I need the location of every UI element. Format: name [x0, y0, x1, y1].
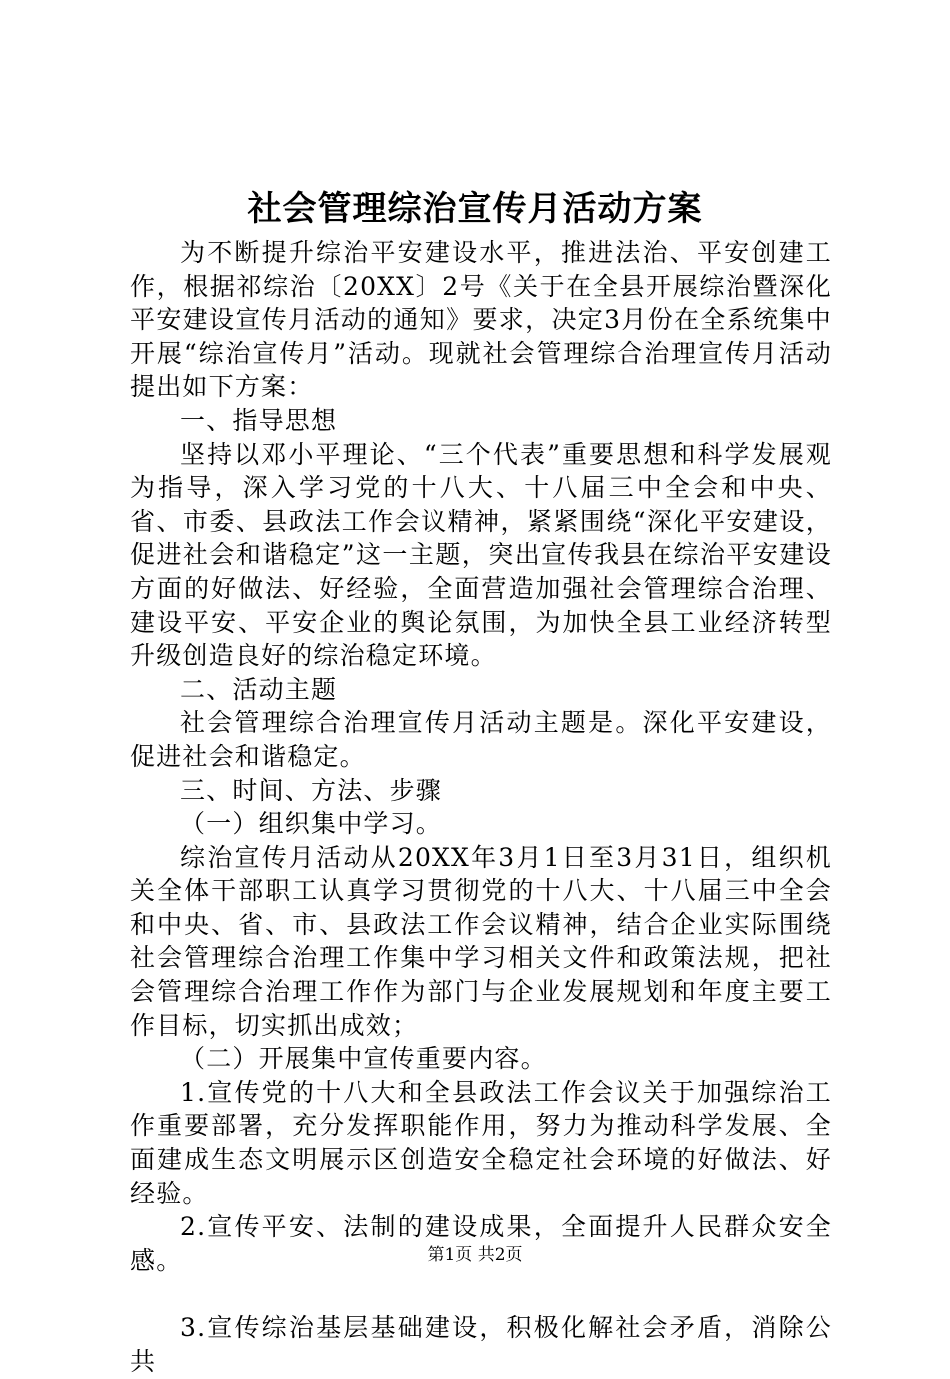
subsection-heading-publicity: （二）开展集中宣传重要内容。	[180, 1044, 547, 1074]
section-heading-theme: 二、活动主题	[180, 674, 338, 704]
section-heading-guiding-thought: 一、指导思想	[180, 405, 338, 435]
study-paragraph: 综治宣传月活动从20XX年3月1日至3月31日，组织机关全体干部职工认真学习贯彻党的十八大、十八届三中全会和中央、省、市、县政法工作会议精神，结合企业实际围绕社会管理综合治理工作集中学习相关文件和政策法规，把社会管理综合治理工作作为部门与企业发展规划和年度主要工作目标，切实抓出成效；	[130, 842, 832, 1040]
publicity-item-3: 3.宣传综治基层基础建设，积极化解社会矛盾，消除公共	[130, 1313, 832, 1376]
intro-paragraph: 为不断提升综治平安建设水平，推进法治、平安创建工作，根据祁综治〔20XX〕2号《关于在全县开展综治暨深化平安建设宣传月活动的通知》要求，决定3月份在全系统集中开展“综治宣传月”活动。现就社会管理综合治理宣传月活动提出如下方案：	[130, 238, 832, 402]
publicity-item-2: 2.宣传平安、法制的建设成果，全面提升人民群众安全感。	[130, 1212, 832, 1275]
publicity-item-1: 1.宣传党的十八大和全县政法工作会议关于加强综治工作重要部署，充分发挥职能作用，努力为推动科学发展、全面建成生态文明展示区创造安全稳定社会环境的好做法、好经验。	[130, 1077, 832, 1208]
guiding-thought-paragraph: 坚持以邓小平理论、“三个代表”重要思想和科学发展观为指导，深入学习党的十八大、十八届三中全会和中央、省、市委、县政法工作会议精神，紧紧围绕“深化平安建设，促进社会和谐稳定”这一主题，突出宣传我县在综治平安建设方面的好做法、好经验，全面营造加强社会管理综合治理、建设平安、平安企业的舆论氛围，为加快全县工业经济转型升级创造良好的综治稳定环境。	[130, 439, 832, 671]
section-heading-schedule: 三、时间、方法、步骤	[180, 775, 443, 805]
subsection-heading-study: （一）组织集中学习。	[180, 809, 443, 839]
theme-paragraph: 社会管理综合治理宣传月活动主题是。深化平安建设，促进社会和谐稳定。	[130, 708, 832, 771]
document-title: 社会管理综治宣传月活动方案	[247, 189, 703, 229]
page-number-footer: 第1页 共2页	[427, 1245, 523, 1265]
document-body	[130, 236, 832, 1379]
